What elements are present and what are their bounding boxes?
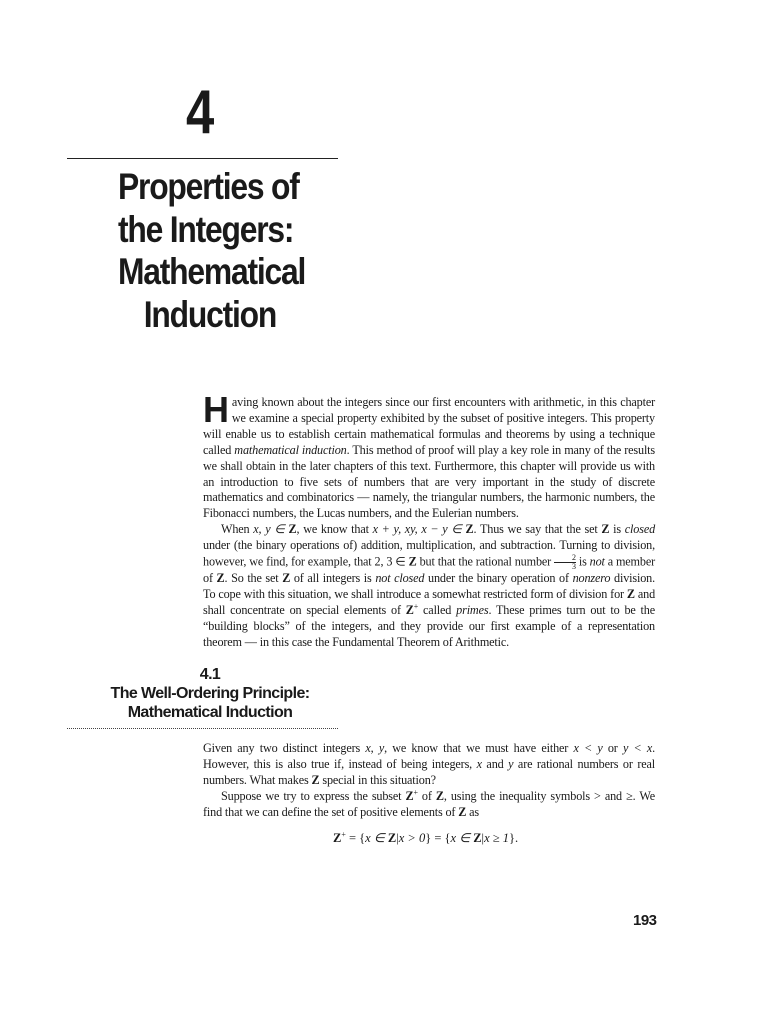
section-header <box>110 665 310 722</box>
intro-text <box>203 389 656 651</box>
page-number: 193 <box>633 912 657 929</box>
chapter-title <box>118 166 342 336</box>
chapter-title-line-1: Properties of <box>118 166 299 207</box>
section-number: 4.1 <box>199 666 221 683</box>
dropcap: H <box>203 389 229 430</box>
section-title-line-1: The Well-Ordering Principle: <box>110 685 310 702</box>
chapter-rule <box>67 158 338 159</box>
chapter-title-line-3: Mathematical <box>118 251 306 292</box>
display-equation: Z+ = {x ∈ Z|x > 0} = {x ∈ Z|x ≥ 1}. <box>333 829 519 845</box>
chapter-title-line-2: the Integers: <box>118 208 294 250</box>
section-title-line-2: Mathematical Induction <box>127 704 293 721</box>
chapter-title-line-4: Induction <box>143 293 277 335</box>
fraction-two-thirds: $\frac{2}{3}$ <box>554 554 576 571</box>
section-text <box>203 741 655 821</box>
intro-paragraph-2: When x, y ∈ Z, we know that x + y, xy, x − y ∈ Z. Thus we say that the set Z is closed under (the binary operations of) addition, multiplication, and subtraction. Turning to division, however, we find, for example, that 2, 3 ∈ Z but that the rational number $\frac{2}{3}$ is not a member of Z. So the set Z of all integers is not closed under the binary operation of nonzero division. To cope with this situation, we shall introduce a somewhat restricted form of division for Z and shall concentrate on special elements of Z+ called primes. These primes turn out to be the “building blocks” of the integers, and they provide our first example of a representation theorem — in this case the Fundamental Theorem of Arithmetic. <box>203 522 656 649</box>
section-rule <box>67 728 338 729</box>
chapter-number: 4 <box>186 78 213 147</box>
section-paragraph-2: Suppose we try to express the subset Z+ of Z, using the inequality symbols > and ≥. We find that we can define the set of positive elements of Z as <box>203 787 655 819</box>
section-paragraph-1: Given any two distinct integers x, y, we know that we must have either x < y or y < x. However, this is also true if, instead of being integers, x and y are rational numbers or real numbers. What makes Z special in this situation? <box>203 741 655 787</box>
intro-paragraph-1: Having known about the integers since our first encounters with arithmetic, in this chapter we examine a special property exhibited by the subset of positive integers. This property will enable us to establish certain mathematical formulas and theorems by using a technique called mathematical induction. This method of proof will play a key role in many of the results we shall obtain in the later chapters of this text. Furthermore, this chapter will provide us with an introduction to five sets of numbers that are very important in the study of discrete mathematics and combinatorics — namely, the triangular numbers, the harmonic numbers, the Fibonacci numbers, the Lucas numbers, and the Eulerian numbers. <box>203 389 656 521</box>
